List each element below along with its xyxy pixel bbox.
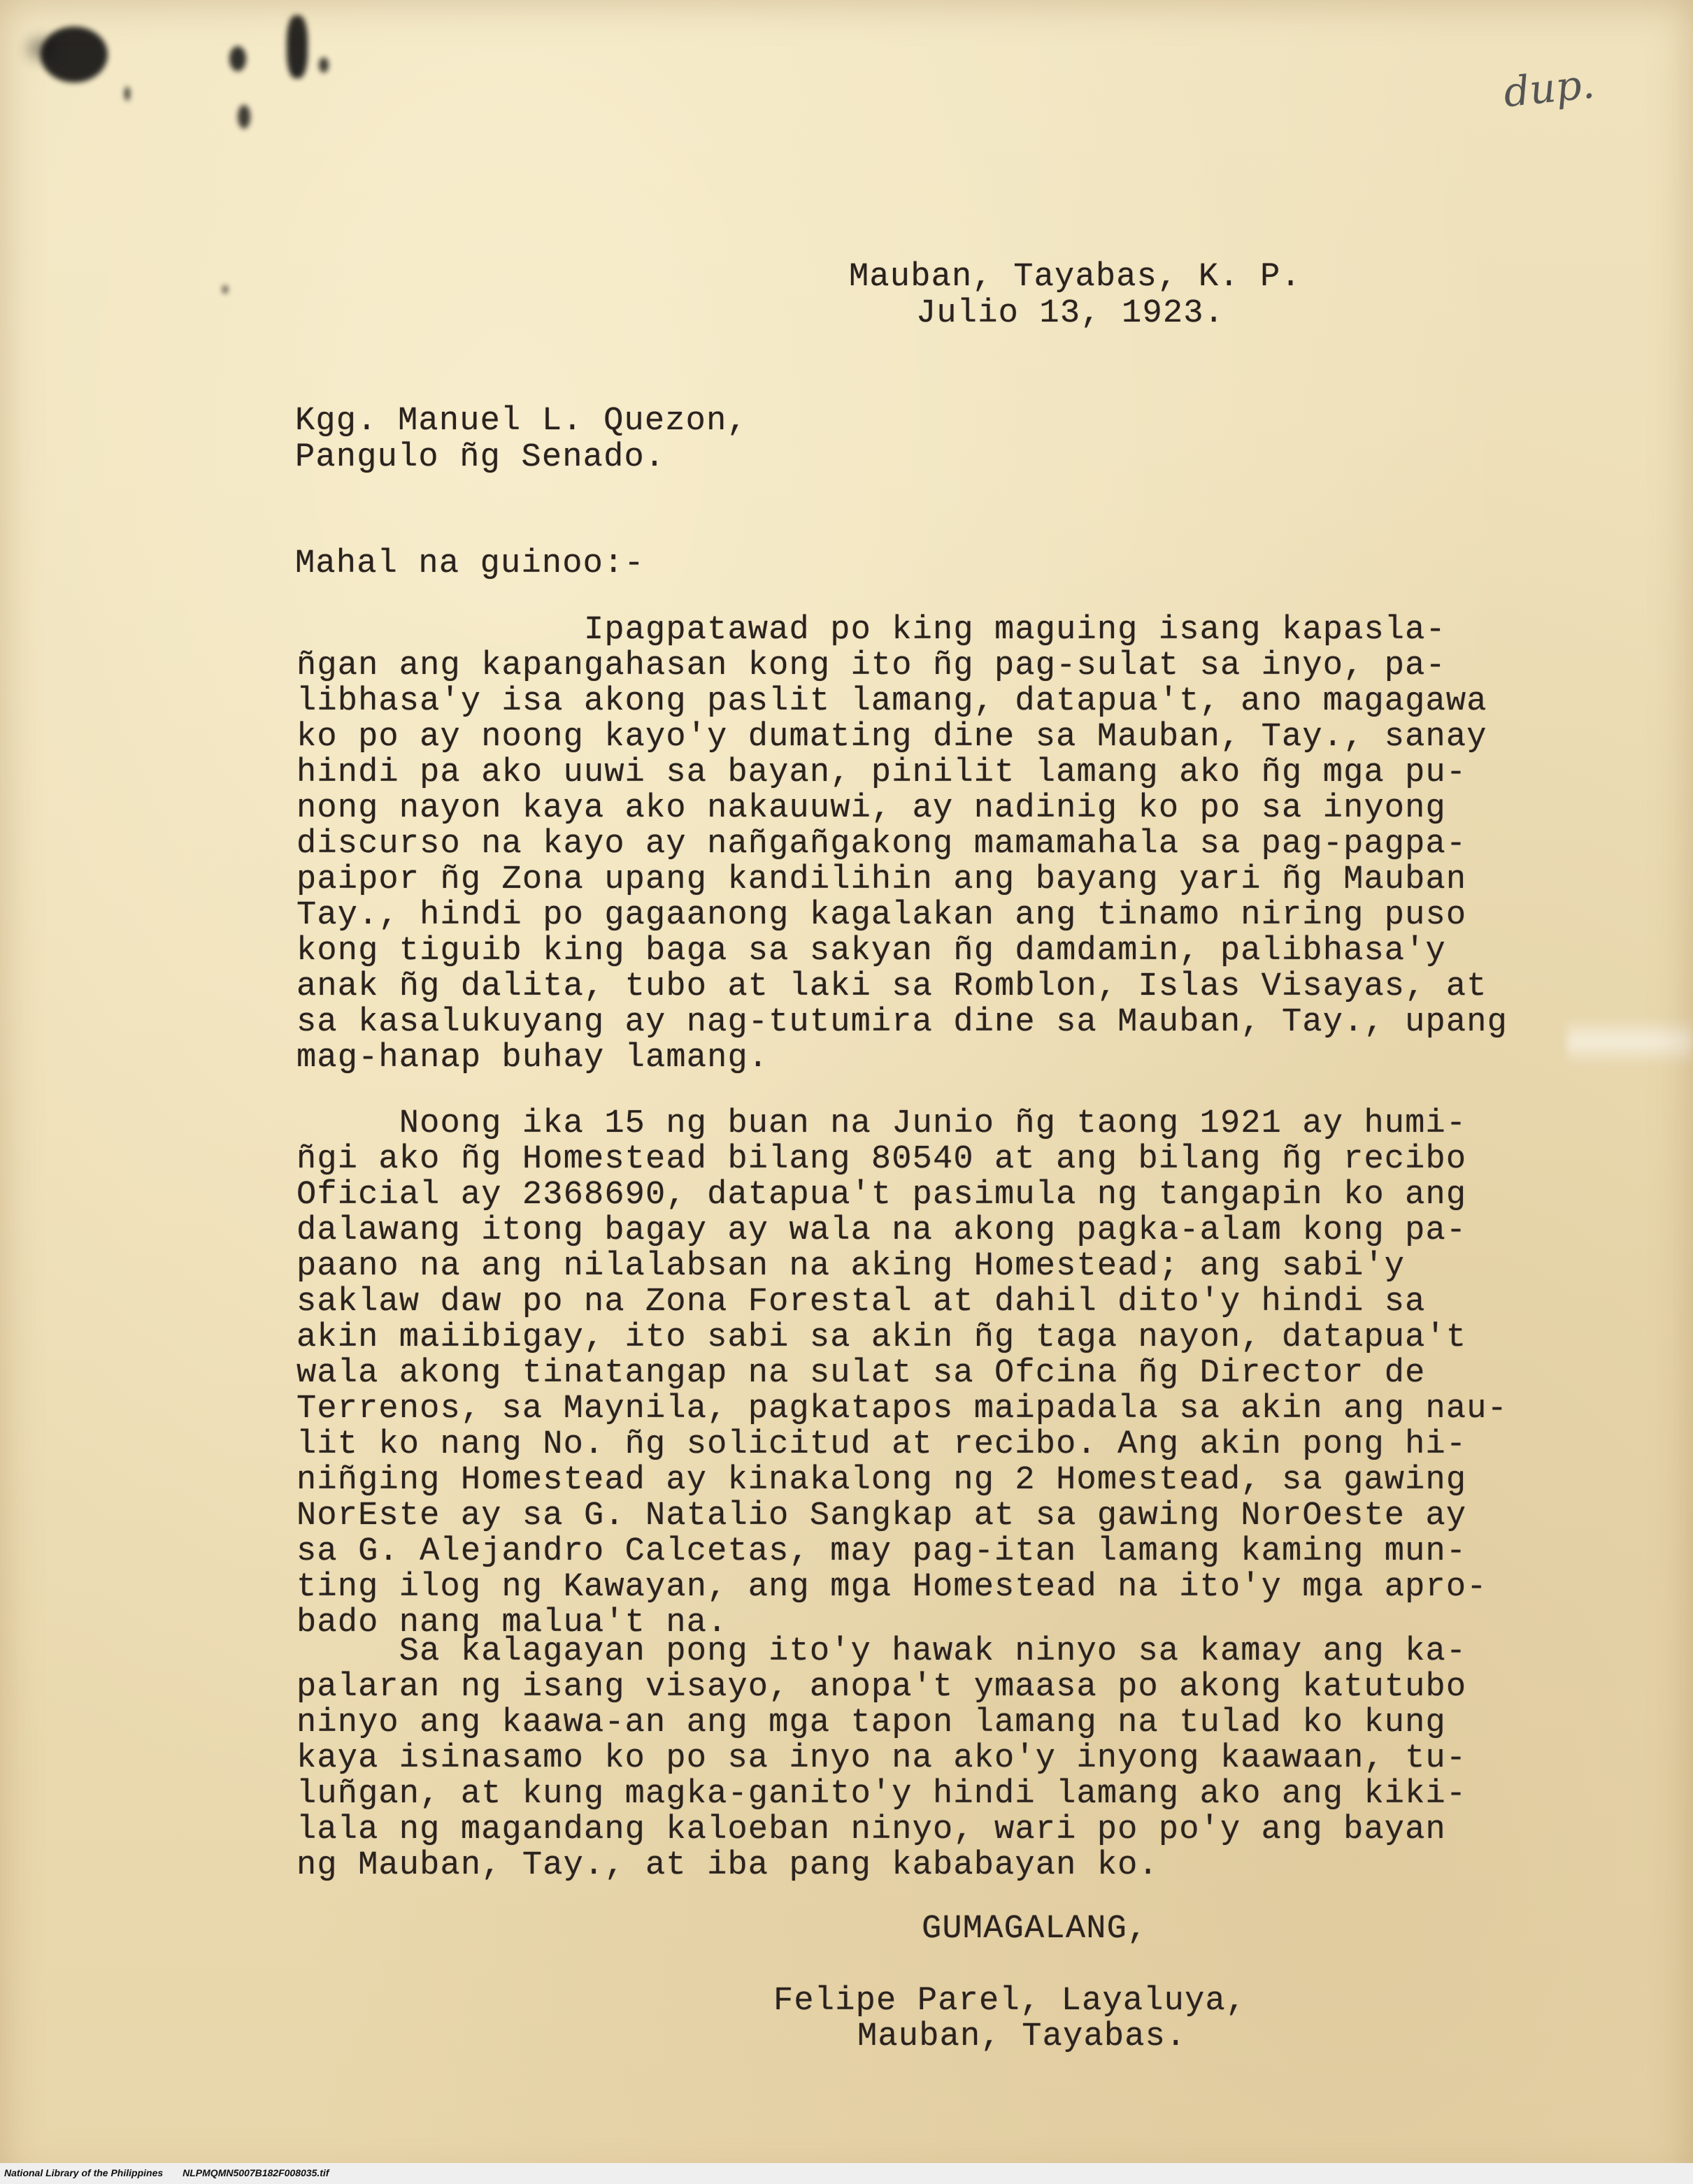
paragraph-line: kaya isinasamo ko po sa inyo na ako'y inyong kaawaan, tu- (297, 1740, 1467, 1777)
paragraph-line: Oficial ay 2368690, datapua't pasimula ng tangapin ko ang (297, 1177, 1467, 1214)
paragraph-line: Tay., hindi po gagaanong kagalakan ang tinamo niring puso (297, 897, 1467, 934)
paragraph-line: paipor ñg Zona upang kandilihin ang bayang yari ñg Mauban (297, 861, 1467, 898)
paragraph-line: hindi pa ako uuwi sa bayan, pinilit lamang ako ñg mga pu- (297, 754, 1467, 791)
paragraph-line: Terrenos, sa Maynila, pagkatapos maipadala sa akin ang nau- (297, 1391, 1508, 1428)
ink-blot (124, 87, 130, 101)
paragraph-line: ñgan ang kapangahasan kong ito ñg pag-sulat sa inyo, pa- (297, 647, 1446, 684)
paragraph-line: lit ko nang No. ñg solicitud at recibo. Ang akin pong hi- (297, 1426, 1467, 1463)
ink-blot (229, 46, 246, 71)
paragraph-line: discurso na kayo ay nañgañgakong mamamahala sa pag-pagpa- (297, 826, 1467, 863)
paragraph-line: dalawang itong bagay ay wala na akong pagka-alam kong pa- (297, 1212, 1467, 1249)
paragraph-line: lala ng magandang kaloeban ninyo, wari po po'y ang bayan (297, 1811, 1446, 1848)
paragraph-line: sa G. Alejandro Calcetas, may pag-itan lamang kaming mun- (297, 1533, 1467, 1570)
paragraph-line: Ipagpatawad po king maguing isang kapasla- (297, 612, 1446, 649)
paragraph-line: ting ilog ng Kawayan, ang mga Homestead na ito'y mga apro- (297, 1569, 1487, 1606)
paragraph-line: ko po ay noong kayo'y dumating dine sa Mauban, Tay., sanay (297, 719, 1487, 756)
paragraph-line: saklaw daw po na Zona Forestal at dahil dito'y hindi sa (297, 1284, 1426, 1321)
paragraph-line: mag-hanap buhay lamang. (297, 1040, 769, 1077)
letter-place: Mauban, Tayabas, K. P. (849, 259, 1301, 296)
paragraph-line: anak ñg dalita, tubo at laki sa Romblon, Islas Visayas, at (297, 968, 1487, 1005)
paragraph-line: wala akong tinatangap na sulat sa Ofcina ñg Director de (297, 1355, 1426, 1392)
paragraph-line: Sa kalagayan pong ito'y hawak ninyo sa kamay ang ka- (297, 1633, 1467, 1670)
ink-blot (222, 285, 228, 294)
paragraph-line: nong nayon kaya ako nakauuwi, ay nadinig ko po sa inyong (297, 790, 1446, 827)
letter-date: Julio 13, 1923. (916, 295, 1225, 332)
paragraph-line: Noong ika 15 ng buan na Junio ñg taong 1921 ay humi- (297, 1105, 1467, 1142)
ink-blot (319, 57, 329, 73)
ink-blot (28, 38, 56, 59)
footer-file-id: NLPMQMN5007B182F008035.tif (183, 2167, 329, 2178)
ink-blot (238, 105, 250, 129)
paragraph-line: palaran ng isang visayo, anopa't ymaasa po akong katutubo (297, 1669, 1467, 1706)
paragraph-line: sa kasalukuyang ay nag-tutumira dine sa Mauban, Tay., upang (297, 1004, 1508, 1041)
closing: GUMAGALANG, (922, 1911, 1148, 1948)
paragraph-line: ng Mauban, Tay., at iba pang kababayan ko. (297, 1847, 1159, 1884)
salutation: Mahal na guinoo:- (295, 545, 645, 582)
paragraph-line: niñging Homestead ay kinakalong ng 2 Homestead, sa gawing (297, 1462, 1467, 1499)
paragraph-line: luñgan, at kung magka-ganito'y hindi lamang ako ang kiki- (297, 1776, 1467, 1813)
paragraph-line: kong tiguib king baga sa sakyan ñg damdamin, palibhasa'y (297, 933, 1446, 970)
paragraph-line: NorEste ay sa G. Natalio Sangkap at sa gawing NorOeste ay (297, 1497, 1467, 1535)
ink-blot (287, 15, 308, 78)
paragraph-line: libhasa'y isa akong paslit lamang, datapua't, ano magagawa (297, 683, 1487, 720)
footer-library: National Library of the Philippines (4, 2167, 164, 2178)
handwritten-annotation: dup. (1501, 59, 1597, 117)
recipient-name: Kgg. Manuel L. Quezon, (295, 403, 748, 440)
signature-name: Felipe Parel, Layaluya, (773, 1983, 1247, 2020)
archive-footer (4, 2167, 329, 2178)
paper-fold-mark (1567, 1017, 1693, 1066)
paragraph-line: akin maiibigay, ito sabi sa akin ñg taga nayon, datapua't (297, 1319, 1467, 1356)
paragraph-line: ninyo ang kaawa-an ang mga tapon lamang na tulad ko kung (297, 1704, 1446, 1741)
recipient-title: Pangulo ñg Senado. (295, 439, 666, 476)
paragraph-line: ñgi ako ñg Homestead bilang 80540 at ang bilang ñg recibo (297, 1141, 1467, 1178)
paragraph-line: bado nang malua't na. (297, 1604, 728, 1641)
signature-place: Mauban, Tayabas. (857, 2018, 1187, 2055)
paragraph-line: paano na ang nilalabsan na aking Homestead; ang sabi'y (297, 1248, 1406, 1285)
